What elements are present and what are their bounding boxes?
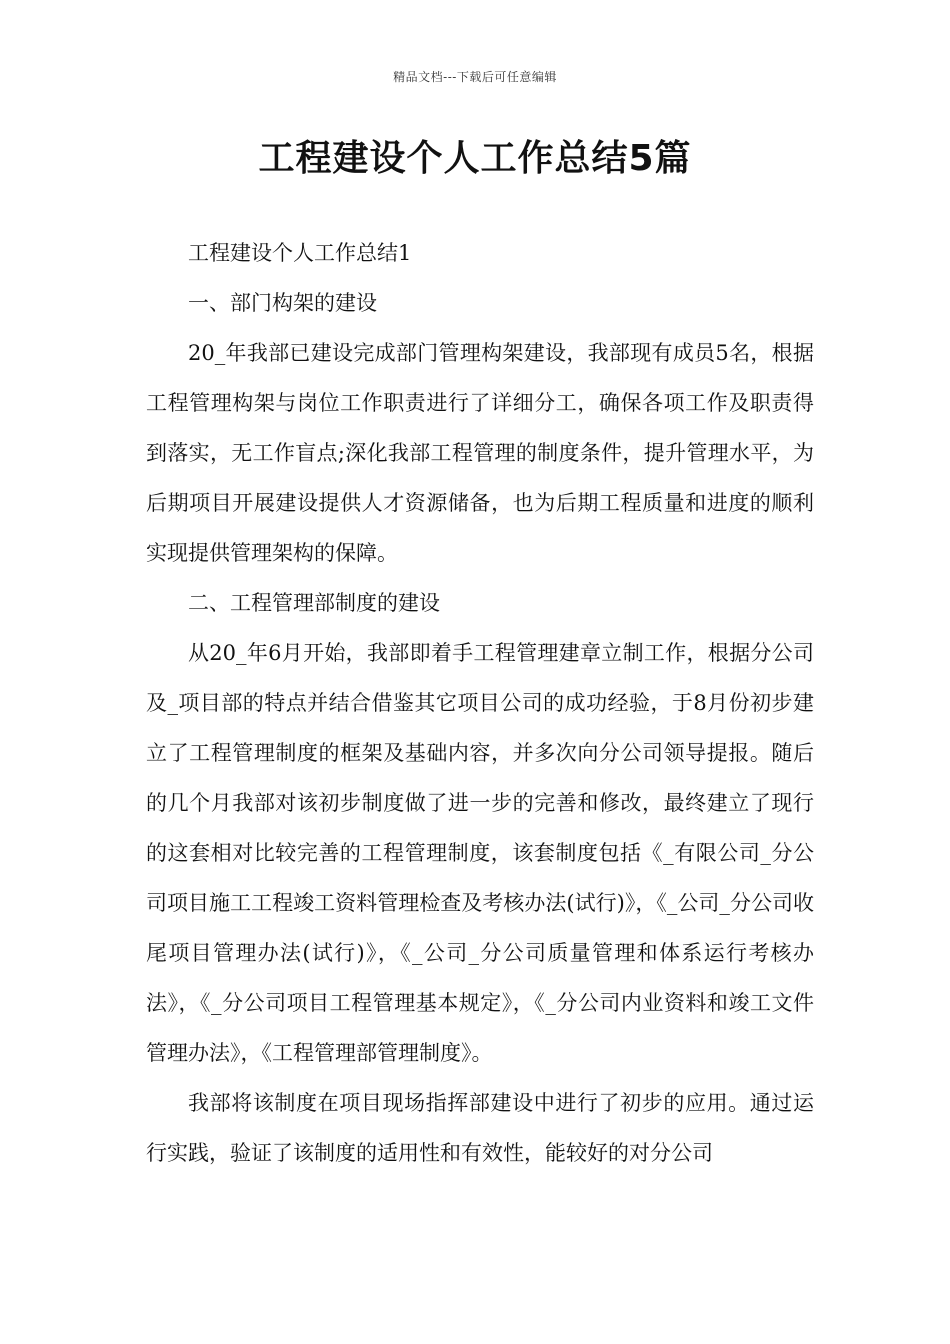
header-note: 精品文档---下载后可任意编辑 (393, 70, 557, 84)
paragraph-3: 我部将该制度在项目现场指挥部建设中进行了初步的应用。通过运行实践，验证了该制度的适用性和有效性，能较好的对分公司 (146, 1091, 814, 1165)
paragraph-2: 从20_年6月开始，我部即着手工程管理建章立制工作，根据分公司及_项目部的特点并结合借鉴其它项目公司的成功经验，于8月份初步建立了工程管理制度的框架及基础内容，并多次向分公司领导提报。随后的几个月我部对该初步制度做了进一步的完善和修改，最终建立了现行的这套相对比较完善的工程管理制度，该套制度包括《_有限公司_分公司项目施工工程竣工资料管理检查及考核办法(试行)》，《_公司_分公司收尾项目管理办法(试行)》，《_公司_分公司质量管理和体系运行考核办法》，《_分公司项目工程管理基本规定》，《_分公司内业资料和竣工文件管理办法》，《工程管理部管理制度》。 (146, 641, 814, 1065)
paragraph-1: 20_年我部已建设完成部门管理构架建设，我部现有成员5名，根据工程管理构架与岗位工作职责进行了详细分工，确保各项工作及职责得到落实，无工作盲点;深化我部工程管理的制度条件，提升管理水平，为后期项目开展建设提供人才资源储备，也为后期工程质量和进度的顺利实现提供管理架构的保障。 (146, 341, 814, 565)
document-title: 工程建设个人工作总结5篇 (258, 138, 692, 179)
section-heading-1: 一、部门构架的建设 (188, 291, 377, 315)
section-heading-2: 二、工程管理部制度的建设 (188, 591, 440, 615)
document-subtitle: 工程建设个人工作总结1 (188, 241, 412, 265)
document-body (146, 228, 814, 1178)
